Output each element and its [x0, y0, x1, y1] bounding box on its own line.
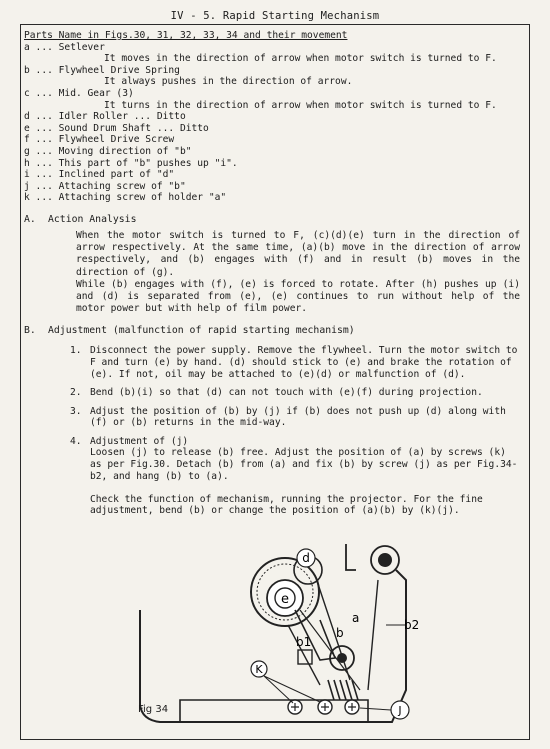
page-header: IV - 5. Rapid Starting Mechanism	[170, 10, 380, 22]
parts-item: a ... Setlever	[24, 41, 105, 53]
figure-caption: Fig 34	[138, 704, 169, 715]
adjustment-steps	[24, 345, 524, 517]
parts-item: h ... This part of "b" pushes up "i".	[24, 157, 238, 169]
section-a	[24, 214, 524, 315]
parts-title: Parts Name in Figs.30, 31, 32, 33, 34 and their movement	[24, 30, 348, 41]
parts-item-desc: It always pushes in the direction of arrow.	[104, 76, 353, 88]
label-a: a	[352, 611, 360, 625]
step-item: 3. Adjust the position of (b) by (j) if (b) does not push up (d) along with (f) or (b) returns in the mid-way.	[70, 405, 506, 429]
parts-item: i ... Inclined part of "d"	[24, 169, 175, 181]
parts-item-desc: It moves in the direction of arrow when motor switch is turned to F.	[104, 53, 497, 65]
content-area	[24, 30, 524, 524]
label-b2: b2	[404, 618, 420, 632]
section-b	[24, 325, 524, 517]
step-item: 2. Bend (b)(i) so that (d) can not touch with (e)(f) during projection.	[70, 387, 483, 399]
parts-item: k ... Attaching screw of holder "a"	[24, 192, 227, 204]
label-J: J	[398, 704, 402, 717]
parts-item: j ... Attaching screw of "b"	[24, 180, 186, 192]
label-e: e	[281, 592, 289, 607]
label-b1: b1	[296, 635, 312, 649]
parts-item: c ... Mid. Gear (3)	[24, 87, 134, 99]
parts-item: f ... Flywheel Drive Screw	[24, 134, 175, 146]
section-a-paragraph-1: When the motor switch is turned to F, (c)(d)(e) turn in the direction of arrow respectively. At the same time, (a)(b) move in the direction of arrow respectively, and (b) engages with (f) and in result (b) moves in the direction of (g).	[76, 229, 520, 278]
section-b-heading: B. Adjustment (malfunction of rapid starting mechanism)	[24, 325, 355, 337]
section-a-paragraph-2: While (b) engages with (f), (e) is forced to rotate. After (h) pushes up (i) and (d) is separated from (e), (e) continues to run without help of the motor power but with help of film power.	[76, 278, 520, 315]
label-d: d	[302, 551, 310, 565]
parts-item: b ... Flywheel Drive Spring	[24, 64, 180, 76]
parts-item: d ... Idler Roller ... Ditto	[24, 111, 186, 123]
section-a-heading: A. Action Analysis	[24, 213, 137, 225]
parts-item-desc: It turns in the direction of arrow when motor switch is turned to F.	[104, 99, 497, 111]
parts-item: e ... Sound Drum Shaft ... Ditto	[24, 122, 209, 134]
label-K: K	[255, 663, 263, 676]
label-b: b	[336, 626, 344, 640]
step-item: 4. Adjustment of (j) Loosen (j) to release (b) free. Adjust the position of (a) by screws (k) as per Fig.30. Detach (b) from (a) and fix (b) by screw (j) as per Fig.34-b2, and hang (b) to (a). Check the function of mechanism, running the projector. For the fine adjustment, bend (b) or change the position of (a)(b) by (k)(j).	[70, 435, 518, 517]
step-item: 1. Disconnect the power supply. Remove the flywheel. Turn the motor switch to F and turn (e) by hand. (d) should stick to (e) and brake the rotation of (e). If not, oil may be attached to (e)(d) or malfunction of (d).	[70, 345, 518, 380]
parts-item: g ... Moving direction of "b"	[24, 145, 192, 157]
